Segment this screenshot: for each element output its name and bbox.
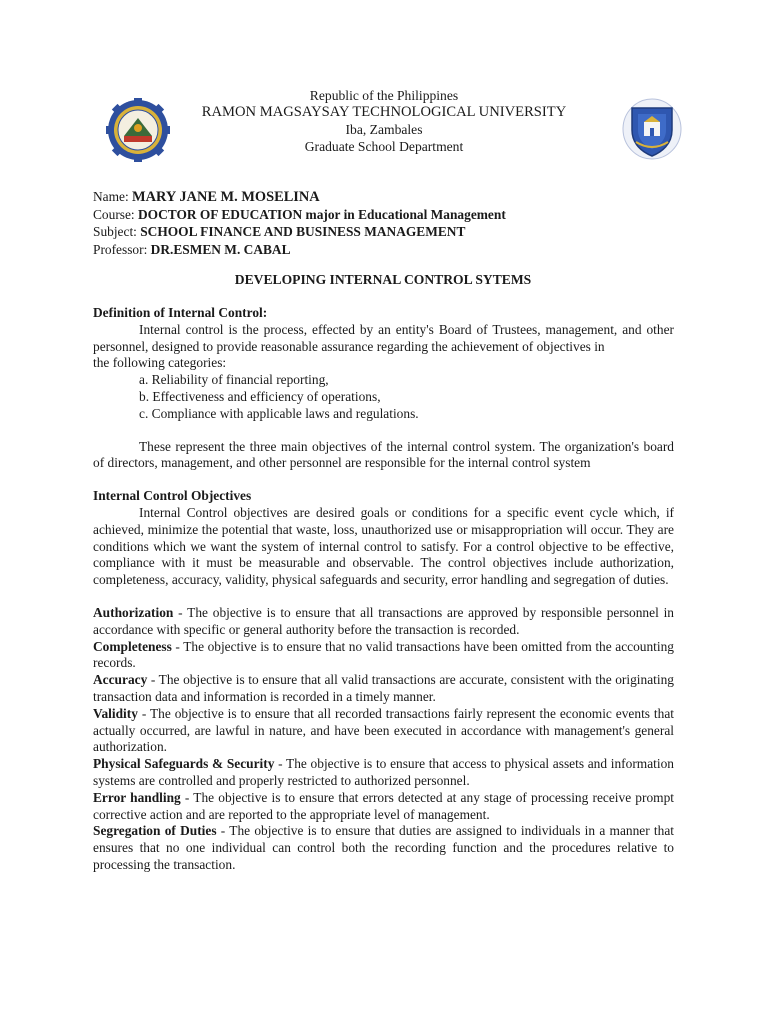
term-label: Segregation of Duties [93, 823, 217, 839]
objectives-heading: Internal Control Objectives [93, 488, 252, 504]
info-name-row [93, 188, 683, 206]
term-definition: - The objective is to ensure that all valid transactions are accurate, consistent with the originating transaction data and information is recorded in a timely manner. [93, 672, 674, 704]
document-body [93, 305, 674, 874]
definition-list-item: a. Reliability of financial reporting, [139, 372, 329, 388]
term-label: Accuracy [93, 672, 148, 688]
objectives-paragraph: Internal Control objectives are desired goals or conditions for a specific event cycle which, if achieved, minimize the potential that waste, loss, unauthorized use or misappropriation will occur. They are conditions which we want the system of internal control to satisfy. For a control objective to be effective, compliance with it must be measurable and observable. The control objectives include authorization, completeness, accuracy, validity, physical safeguards and security, error handling and segregation of duties. [93, 504, 674, 588]
definition-list-item: b. Effectiveness and efficiency of operations, [139, 388, 381, 404]
term-definition: - The objective is to ensure that all recorded transactions fairly represent the economic events that actually occurred, are lawful in nature, and have been executed in accordance with management's general authorization. [93, 705, 674, 755]
term-accuracy [93, 672, 674, 706]
definition-heading: Definition of Internal Control: [93, 305, 268, 320]
header-republic: Republic of the Philippines [309, 88, 459, 103]
term-completeness [93, 639, 674, 673]
info-professor-row [93, 241, 683, 258]
professor-value: DR.ESMEN M. CABAL [150, 241, 291, 257]
header-location: Iba, Zambales [345, 122, 423, 137]
spacer [93, 423, 674, 439]
info-subject-row [93, 223, 683, 240]
university-seal-right-icon [622, 98, 682, 160]
term-segregation-of-duties [93, 823, 674, 873]
spacer [93, 472, 674, 488]
term-definition: - The objective is to ensure that no valid transactions have been omitted from the accounting records. [93, 638, 674, 671]
name-label: Name: [93, 189, 133, 204]
term-label: Authorization [93, 604, 174, 620]
subject-value: SCHOOL FINANCE AND BUSINESS MANAGEMENT [140, 224, 466, 240]
term-definition: - The objective is to ensure that access to physical assets and information systems are controlled and properly restricted to authorized personnel. [93, 756, 674, 788]
term-label: Validity [93, 705, 138, 721]
term-physical-safeguards [93, 756, 674, 790]
definition-list-item: c. Compliance with applicable laws and regulations. [139, 405, 419, 421]
student-info [93, 188, 683, 258]
course-value: DOCTOR OF EDUCATION major in Educational Management [138, 207, 506, 223]
definition-summary: These represent the three main objectives of the internal control system. The organization's board of directors, management, and other personnel are responsible for the internal control system [93, 438, 674, 471]
spacer [93, 589, 674, 605]
info-course-row [93, 206, 683, 223]
term-definition: - The objective is to ensure that duties are assigned to individuals in a manner that ensures that no one individual can control both the recording function and the procedures relative to processing the transaction. [93, 823, 675, 872]
name-value: MARY JANE M. MOSELINA [132, 189, 320, 205]
term-label: Error handling [93, 789, 181, 805]
subject-label: Subject: [93, 224, 141, 240]
definition-paragraph-continued: the following categories: [93, 355, 227, 371]
term-definition: - The objective is to ensure that errors detected at any stage of processing receive prompt corrective action and are reported to the appropriate level of management. [93, 789, 674, 822]
header-department: Graduate School Department [304, 139, 464, 154]
term-authorization [93, 605, 674, 639]
term-error-handling [93, 790, 674, 824]
document-title: DEVELOPING INTERNAL CONTROL SYTEMS [234, 272, 532, 287]
term-label: Physical Safeguards & Security [93, 756, 275, 772]
term-label: Completeness [93, 638, 172, 654]
course-label: Course: [93, 207, 139, 223]
definition-paragraph: Internal control is the process, effected by an entity's Board of Trustees, management, and other personnel, designed to provide reasonable assurance regarding the achievement of objectives in [93, 321, 674, 354]
term-validity [93, 706, 674, 756]
header-university: RAMON MAGSAYSAY TECHNOLOGICAL UNIVERSITY [201, 104, 567, 120]
professor-label: Professor: [93, 241, 151, 257]
document-header [150, 87, 618, 155]
term-definition: - The objective is to ensure that all transactions are approved by responsible personnel in accordance with specific or general authority before the transaction is recorded. [93, 604, 674, 637]
